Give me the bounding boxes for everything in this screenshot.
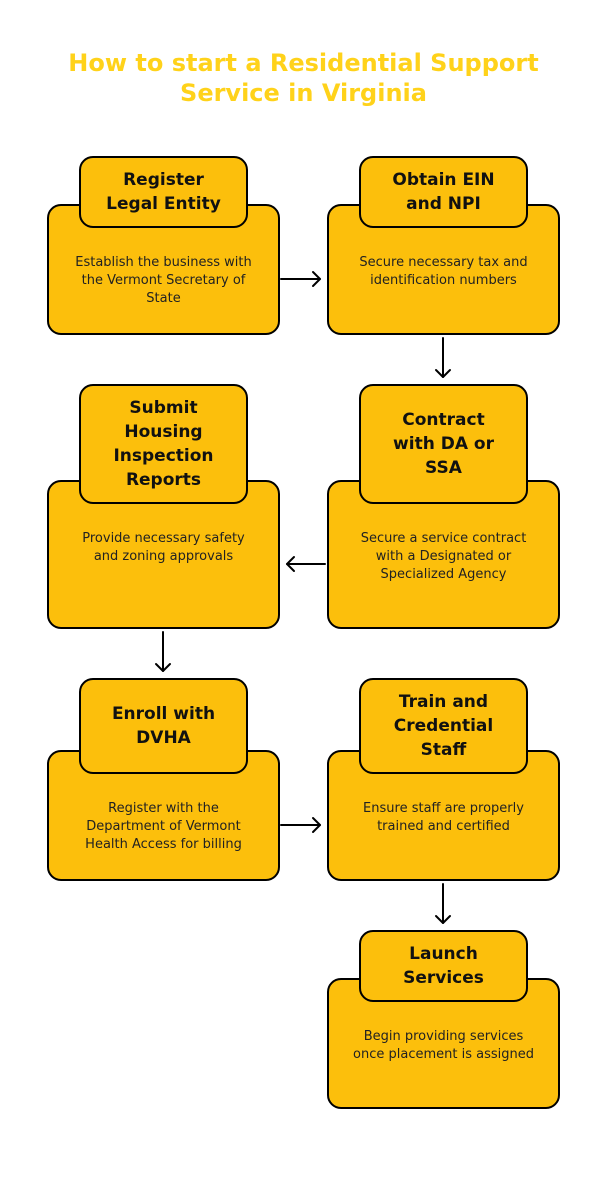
- step-train-title-text: Train and Credential Staff: [393, 692, 494, 760]
- title-line-1: How to start a Residential Support: [68, 49, 539, 77]
- step-register-title: [79, 156, 248, 228]
- step-ein-title-text: Obtain EIN and NPI: [392, 170, 495, 214]
- step-enroll-title: [79, 678, 248, 774]
- step-enroll-title-text: Enroll with DVHA: [111, 704, 216, 748]
- step-enroll-description: Register with the Department of Vermont Health Access for billing: [85, 801, 242, 852]
- step-housing-description: Provide necessary safety and zoning approvals: [82, 531, 245, 564]
- step-contract-title-text: Contract with DA or SSA: [393, 410, 494, 478]
- arrow-ein-to-contract: [436, 338, 450, 377]
- step-register-description: Establish the business with the Vermont Secretary of State: [75, 255, 252, 306]
- arrow-contract-to-housing: [287, 557, 325, 571]
- step-register-title-text: Register Legal Entity: [106, 170, 221, 214]
- step-contract-title: [359, 384, 528, 504]
- step-contract-description: Secure a service contract with a Designated or Specialized Agency: [360, 531, 527, 582]
- step-ein-description: Secure necessary tax and identification numbers: [359, 255, 528, 288]
- arrow-register-to-ein: [281, 272, 320, 286]
- step-launch-description: Begin providing services once placement is assigned: [353, 1029, 534, 1062]
- arrow-train-to-launch: [436, 884, 450, 923]
- arrow-housing-to-enroll: [156, 632, 170, 671]
- step-ein-title: [359, 156, 528, 228]
- step-launch-title: [359, 930, 528, 1002]
- page-title: [0, 48, 607, 108]
- title-line-2: Service in Virginia: [180, 79, 427, 107]
- step-train-description: Ensure staff are properly trained and certified: [363, 801, 524, 834]
- step-housing-title: [79, 384, 248, 504]
- step-launch-title-text: Launch Services: [403, 944, 484, 988]
- step-housing-title-text: Submit Housing Inspection Reports: [113, 398, 214, 490]
- arrow-enroll-to-train: [281, 818, 320, 832]
- step-train-title: [359, 678, 528, 774]
